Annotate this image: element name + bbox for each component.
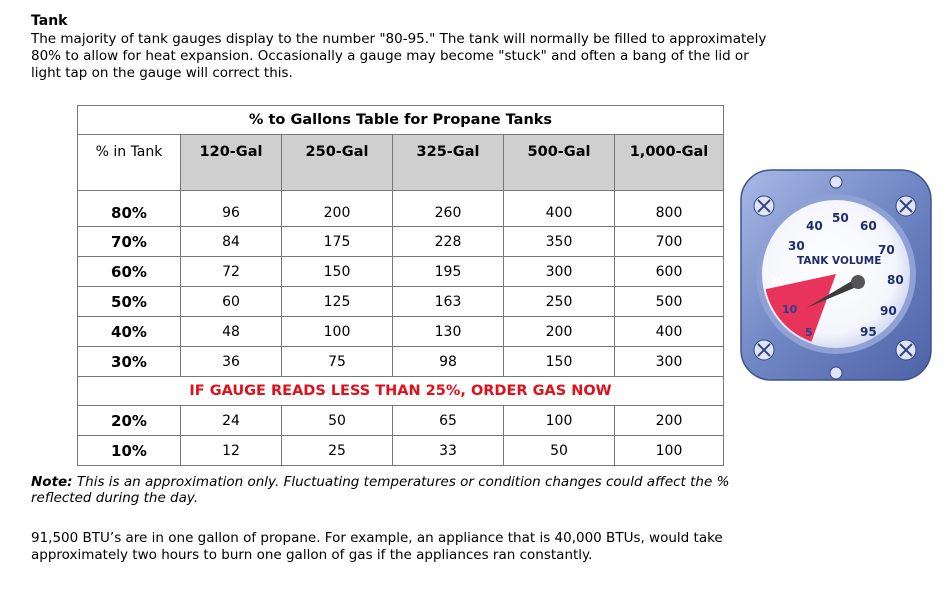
tank-gauge-illustration <box>740 168 932 388</box>
table-cell: 25 <box>282 436 393 466</box>
table-cell: 72 <box>181 257 282 287</box>
column-header: 500-Gal <box>504 135 615 191</box>
pct-cell: 80% <box>78 191 181 227</box>
table-cell: 100 <box>504 406 615 436</box>
screw-icon <box>896 340 916 360</box>
table-cell: 600 <box>615 257 724 287</box>
table-cell: 200 <box>282 191 393 227</box>
table-cell: 195 <box>393 257 504 287</box>
screw-icon <box>830 367 842 379</box>
table-cell: 50 <box>504 436 615 466</box>
table-cell: 250 <box>504 287 615 317</box>
table-row <box>78 347 724 377</box>
table-cell: 163 <box>393 287 504 317</box>
table-cell: 150 <box>282 257 393 287</box>
table-cell: 800 <box>615 191 724 227</box>
gallons-table <box>77 105 724 466</box>
table-cell: 400 <box>615 317 724 347</box>
table-cell: 33 <box>393 436 504 466</box>
note-text: This is an approximation only. Fluctuating temperatures or condition changes could affect the % reflected during the day. <box>31 474 730 506</box>
table-row <box>78 191 724 227</box>
table-cell: 60 <box>181 287 282 317</box>
table-cell: 100 <box>282 317 393 347</box>
table-cell: 350 <box>504 227 615 257</box>
pct-cell: 40% <box>78 317 181 347</box>
table-cell: 400 <box>504 191 615 227</box>
gauge-number: 20 <box>770 274 786 287</box>
table-cell: 98 <box>393 347 504 377</box>
screw-icon <box>754 196 774 216</box>
gauge-number: 40 <box>806 219 823 233</box>
table-cell: 200 <box>504 317 615 347</box>
table-cell: 84 <box>181 227 282 257</box>
gauge-number: 80 <box>887 273 904 287</box>
table-cell: 24 <box>181 406 282 436</box>
pct-cell: 10% <box>78 436 181 466</box>
btu-paragraph: 91,500 BTU’s are in one gallon of propane. For example, an appliance that is 40,000 BTUs, would take approximately two hours to burn one gallon of gas if the appliances ran constantly. <box>31 530 723 563</box>
approximation-note <box>31 474 791 506</box>
pct-cell: 60% <box>78 257 181 287</box>
table-cell: 500 <box>615 287 724 317</box>
column-header: 325-Gal <box>393 135 504 191</box>
gauge-label: TANK VOLUME <box>797 255 882 267</box>
table-row <box>78 287 724 317</box>
screw-icon <box>896 196 916 216</box>
table-cell: 100 <box>615 436 724 466</box>
pct-cell: 20% <box>78 406 181 436</box>
table-row <box>78 227 724 257</box>
pct-cell: 70% <box>78 227 181 257</box>
column-header: 120-Gal <box>181 135 282 191</box>
table-row <box>78 436 724 466</box>
table-cell: 130 <box>393 317 504 347</box>
column-header: 250-Gal <box>282 135 393 191</box>
pct-cell: 50% <box>78 287 181 317</box>
gauge-number: 30 <box>788 239 805 253</box>
gauge-number: 10 <box>782 303 798 316</box>
table-row <box>78 257 724 287</box>
table-cell: 48 <box>181 317 282 347</box>
screw-icon <box>754 340 774 360</box>
screw-icon <box>830 176 842 188</box>
table-cell: 260 <box>393 191 504 227</box>
table-cell: 12 <box>181 436 282 466</box>
table-cell: 75 <box>282 347 393 377</box>
column-header: 1,000-Gal <box>615 135 724 191</box>
intro-paragraph: The majority of tank gauges display to the number "80-95." The tank will normally be filled to approximately 80% to allow for heat expansion. Occasionally a gauge may become "stuck" and often a bang of the lid or light tap on the gauge will correct this. <box>31 31 767 81</box>
gauge-number: 70 <box>878 243 895 257</box>
table-cell: 300 <box>615 347 724 377</box>
table-cell: 700 <box>615 227 724 257</box>
table-cell: 65 <box>393 406 504 436</box>
pct-cell: 30% <box>78 347 181 377</box>
gauge-number: 90 <box>880 304 897 318</box>
table-cell: 96 <box>181 191 282 227</box>
table-cell: 36 <box>181 347 282 377</box>
table-cell: 150 <box>504 347 615 377</box>
section-heading: Tank <box>31 13 68 29</box>
pct-column-header: % in Tank <box>78 135 181 191</box>
gauge-number: 60 <box>860 219 877 233</box>
table-row <box>78 406 724 436</box>
gauge-number: 50 <box>832 211 849 225</box>
table-cell: 50 <box>282 406 393 436</box>
table-title: % to Gallons Table for Propane Tanks <box>78 106 724 135</box>
gauge-number: 95 <box>860 325 877 339</box>
table-row <box>78 317 724 347</box>
table-cell: 300 <box>504 257 615 287</box>
order-gas-warning: IF GAUGE READS LESS THAN 25%, ORDER GAS NOW <box>78 377 724 406</box>
gauge-number: 5 <box>805 326 813 339</box>
table-cell: 200 <box>615 406 724 436</box>
table-cell: 125 <box>282 287 393 317</box>
table-cell: 175 <box>282 227 393 257</box>
table-cell: 228 <box>393 227 504 257</box>
note-label: Note: <box>31 474 73 490</box>
